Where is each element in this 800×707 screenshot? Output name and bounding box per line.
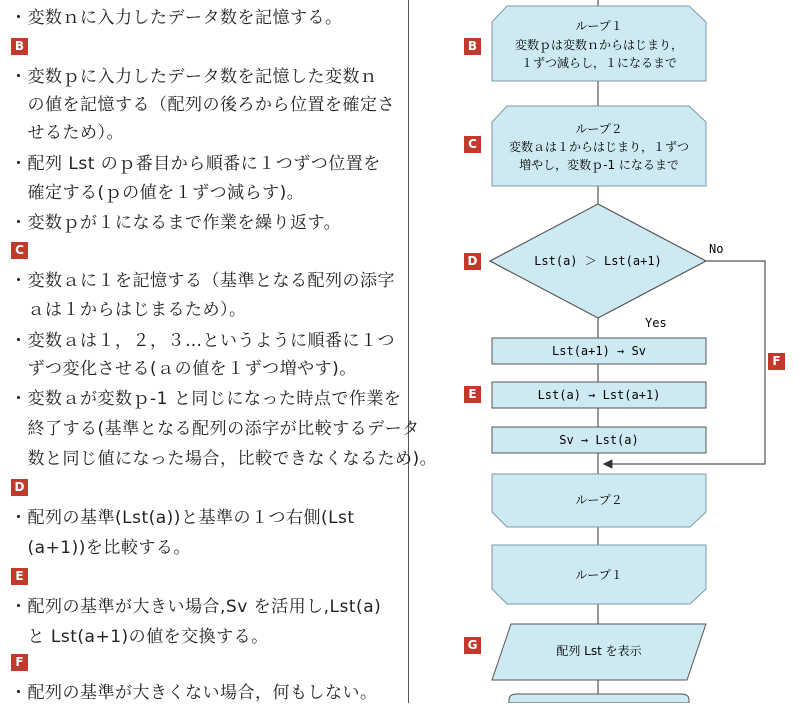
loop2-end-label: ループ２ <box>575 493 623 507</box>
explanation-line: ・配列の基準(Lst(a))と基準の１つ右側(Lst <box>10 508 355 528</box>
flowchart <box>409 0 800 703</box>
explanation-line: ・変数ａが変数ｐ-1 と同じになった時点で作業を <box>10 389 402 409</box>
flow-badge-d: D <box>464 253 481 270</box>
explanation-line: ・変数ｐに入力したデータ数を記憶した変数ｎ <box>10 67 378 87</box>
loop2-line1: 変数ａは１からはじまり，１ずつ <box>508 140 690 154</box>
explanation-line: せるため）。 <box>10 123 124 143</box>
explanation-line: 確定する(ｐの値を１ずつ減らす)。 <box>10 183 305 203</box>
output-label: 配列 Lst を表示 <box>556 644 642 658</box>
flow-badge-g: G <box>464 637 481 654</box>
explanation-line: と Lst(a+1)の値を交換する。 <box>10 627 269 647</box>
explanation-line: ずつ変化させる(ａの値を１ずつ増やす)。 <box>10 359 357 379</box>
explanation-line: ・変数ｎに入力したデータ数を記憶する。 <box>10 8 343 28</box>
explanation-line: ・配列の基準が大きい場合,Sv を活用し,Lst(a) <box>10 597 382 617</box>
no-label: No <box>709 242 724 256</box>
flow-badge-b: B <box>464 38 481 55</box>
section-badge-b: B <box>11 38 28 55</box>
end-terminal <box>509 694 689 703</box>
flow-badge-f: F <box>768 353 785 370</box>
explanation-line: 終了する(基準となる配列の添字が比較するデータ <box>10 419 420 439</box>
explanation-line: ａは１からはじまるため）。 <box>10 300 247 320</box>
explanation-line: 数と同じ値になった場合，比較できなくなるため)。 <box>10 449 438 469</box>
yes-label: Yes <box>645 316 667 330</box>
explanation-line: ・変数ａは１，２，３…というように順番に１つ <box>10 331 395 351</box>
decision-label: Lst(a) ＞ Lst(a+1) <box>534 254 662 268</box>
loop2-line2: 増やし，変数ｐ-1 になるまで <box>519 158 679 172</box>
flow-badge-c: C <box>464 136 481 153</box>
process-3-label: Sv → Lst(a) <box>559 433 639 447</box>
loop1-line1: 変数ｐは変数ｎからはじまり， <box>514 38 684 52</box>
explanation-line: の値を記憶する（配列の後ろから位置を確定さ <box>10 95 395 115</box>
process-2-label: Lst(a) → Lst(a+1) <box>537 388 661 402</box>
loop1-title: ループ１ <box>575 19 623 33</box>
flowchart-panel <box>409 0 800 703</box>
explanation-line: ・変数ａに１を記憶する（基準となる配列の添字 <box>10 271 395 291</box>
section-badge-d: D <box>11 479 28 496</box>
section-badge-e: E <box>11 568 28 585</box>
flow-badge-e: E <box>464 386 481 403</box>
explanation-line: ・配列の基準が大きくない場合，何もしない。 <box>10 683 378 703</box>
explanation-line: (a+1))を比較する。 <box>10 538 191 558</box>
section-badge-f: F <box>11 654 28 671</box>
loop2-title: ループ２ <box>575 122 623 136</box>
explanation-line: ・配列 Lst のｐ番目から順番に１つずつ位置を <box>10 154 381 174</box>
section-badge-c: C <box>11 242 28 259</box>
loop1-end-label: ループ１ <box>575 568 623 582</box>
loop1-line2: １ずつ減らし，１になるまで <box>520 56 678 70</box>
process-1-label: Lst(a+1) → Sv <box>552 344 646 358</box>
explanation-line: ・変数ｐが１になるまで作業を繰り返す。 <box>10 213 342 233</box>
